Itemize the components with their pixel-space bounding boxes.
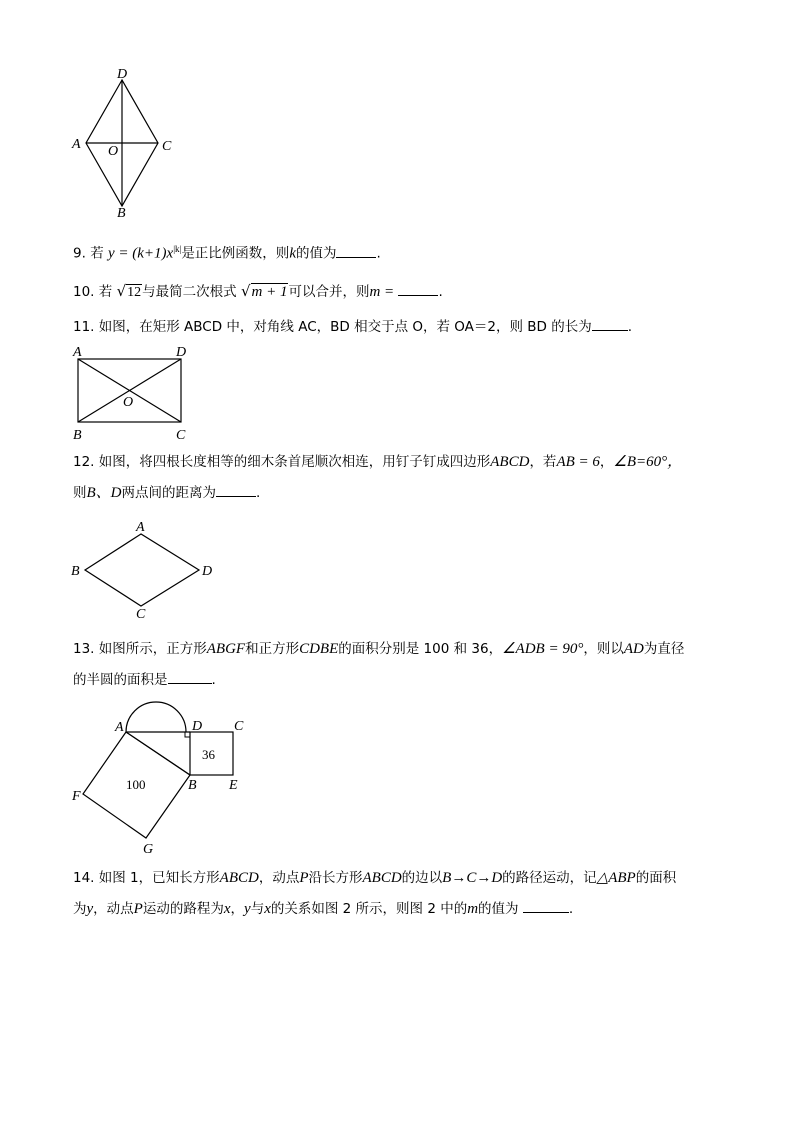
label-a: A [136,520,145,535]
label-o: O [108,144,119,159]
question-9: 9. 若 $y = (k+1)x^{|k|}$是正比例函数，则k的值为 . [73,244,381,262]
label-b: B [188,778,197,793]
small-square-area: 36 [202,747,215,762]
question-13-line-1: 13. 如图所示，正方形ABGF和正方形CDBE的面积分别是 100 和 36，∠ADB = 90°，则以AD为直径 [73,641,685,657]
rhombus-figure-top [66,62,186,222]
label-b: B [71,564,80,579]
q9-equation: y = (k+1)x [107,245,174,262]
answer-blank-9 [336,245,376,258]
squares-semicircle-figure [66,700,266,860]
answer-blank-14 [523,900,569,913]
rhombus-figure-2 [66,516,226,622]
label-g: G [143,842,154,857]
answer-blank-10 [398,283,438,296]
label-a: A [115,720,124,735]
question-12-line-1: 12. 如图，将四根长度相等的细木条首尾顺次相连，用钉子钉成四边形ABCD，若AB = 6，∠B=60°， [73,454,683,470]
label-a: A [73,345,82,360]
label-f: F [72,789,81,804]
question-14-line-2: 为y，动点P运动的路程为x，y与x的关系如图 2 所示，则图 2 中的m的值为 . [73,901,574,917]
label-d: D [202,564,213,579]
question-13-line-2: 的半圆的面积是 . [73,672,216,688]
question-12-line-2: 则B、D两点间的距离为 . [73,485,261,501]
label-c: C [234,719,244,734]
question-11: 11. 如图，在矩形 ABCD 中，对角线 AC，BD 相交于点 O，若 OA＝2，则 BD 的长为 . [73,319,633,335]
label-o: O [123,395,134,410]
answer-blank-11 [592,318,628,331]
rectangle-figure [66,341,200,445]
answer-blank-12 [216,484,256,497]
label-b: B [73,428,82,443]
label-d: D [176,345,187,360]
label-e: E [229,778,238,793]
question-10: 10. 若 √12与最简二次根式 √m + 1可以合并，则m = . [73,282,443,300]
label-d: D [117,67,128,82]
label-a: A [72,137,81,152]
label-c: C [162,139,172,154]
question-14-line-1: 14. 如图 1，已知长方形ABCD，动点P沿长方形ABCD的边以B→C→D的路径运动，记△ABP的面积 [73,870,677,886]
big-square-area: 100 [126,777,146,792]
label-c: C [136,607,146,622]
answer-blank-13 [168,671,212,684]
label-b: B [117,206,126,221]
label-c: C [176,428,186,443]
label-d: D [192,719,203,734]
